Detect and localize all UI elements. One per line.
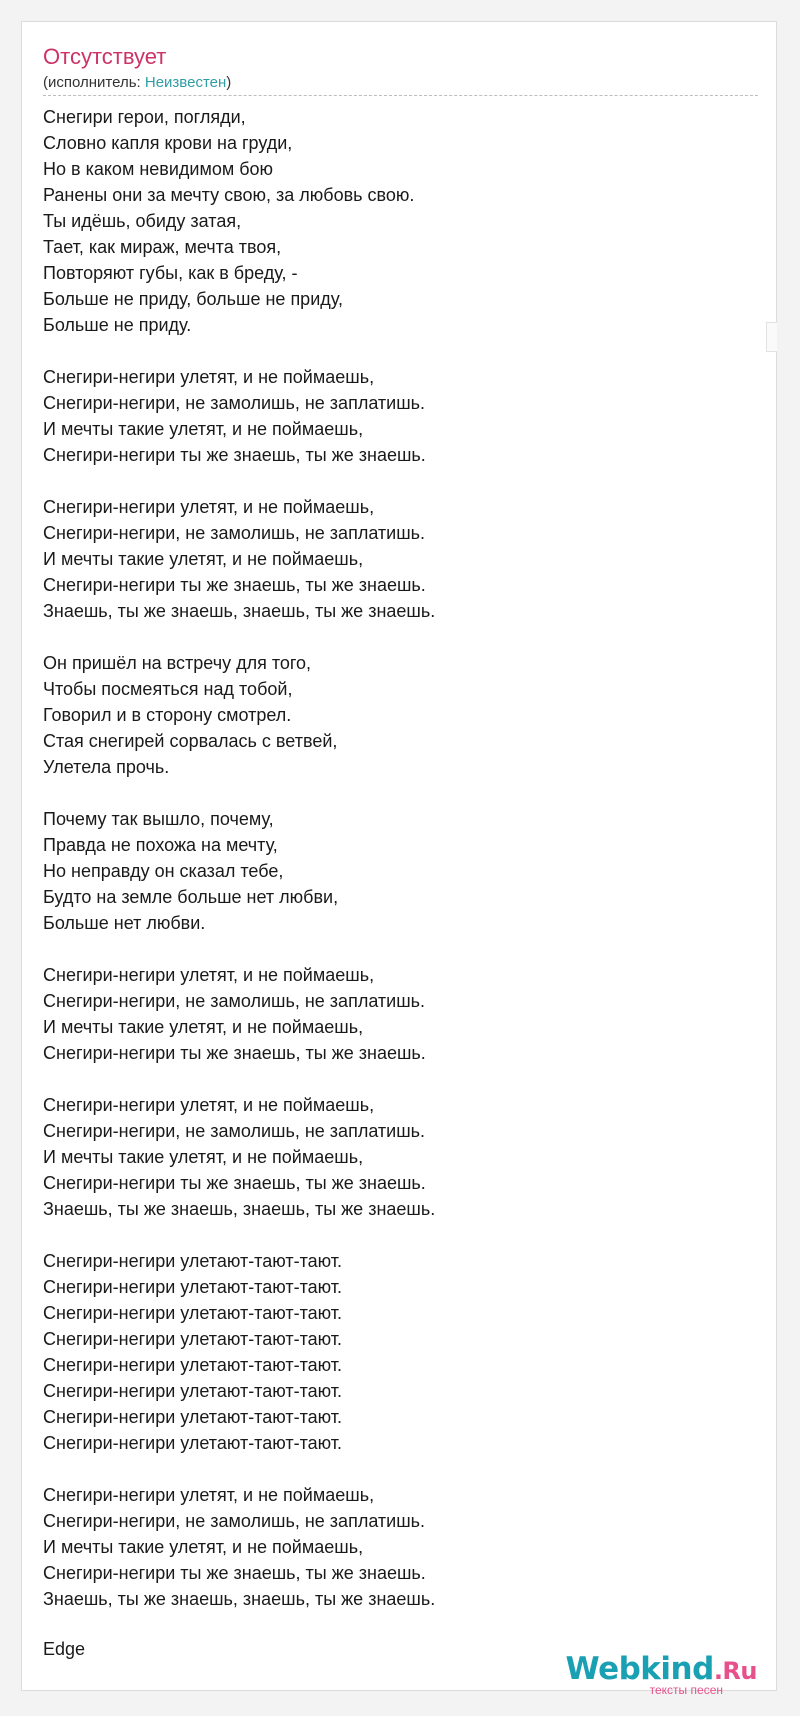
logo-tagline: тексты песен — [649, 1683, 723, 1697]
logo-tld: .Ru — [713, 1657, 757, 1685]
logo-wordmark — [566, 1653, 758, 1687]
site-logo[interactable] — [566, 1653, 758, 1696]
lyrics-text: Снегири герои, погляди, Словно капля крови на груди, Но в каком невидимом бою Ранены они за мечту свою, за любовь свою. Ты идёшь, обиду затая, Тает, как мираж, мечта твоя, Повторяют губы, как в бреду, - Больше не приду, больше не приду, Больше не приду. Снегири-негири улетят, и не поймаешь, Снегири-негири, не замолишь, не заплатишь. И мечты такие улетят, и не поймаешь, Снегири-негири ты же знаешь, ты же знаешь. Снегири-негири улетят, и не поймаешь, Снегири-негири, не замолишь, не заплатишь. И мечты такие улетят, и не поймаешь, Снегири-негири ты же знаешь, ты же знаешь. Знаешь, ты же знаешь, знаешь, ты же знаешь. Он пришёл на встречу для того, Чтобы посмеяться над тобой, Говорил и в сторону смотрел. Стая снегирей сорвалась с ветвей, Улетела прочь. Почему так вышло, почему, Правда не похожа на мечту, Но неправду он сказал тебе, Будто на земле больше нет любви, Больше нет любви. Снегири-негири улетят, и не поймаешь, Снегири-негири, не замолишь, не заплатишь. И мечты такие улетят, и не поймаешь, Снегири-негири ты же знаешь, ты же знаешь. Снегири-негири улетят, и не поймаешь, Снегири-негири, не замолишь, не заплатишь. И мечты такие улетят, и не поймаешь, Снегири-негири ты же знаешь, ты же знаешь. Знаешь, ты же знаешь, знаешь, ты же знаешь. Снегири-негири улетают-тают-тают. Снегири-негири улетают-тают-тают. Снегири-негири улетают-тают-тают. Снегири-негири улетают-тают-тают. Снегири-негири улетают-тают-тают. Снегири-негири улетают-тают-тают. Снегири-негири улетают-тают-тают. Снегири-негири улетают-тают-тают. Снегири-негири улетят, и не поймаешь, Снегири-негири, не замолишь, не заплатишь. И мечты такие улетят, и не поймаешь, Снегири-негири ты же знаешь, ты же знаешь. Знаешь, ты же знаешь, знаешь, ты же знаешь. — [43, 107, 436, 1609]
lyrics-author: Edge — [43, 1639, 86, 1659]
artist-suffix: ) — [226, 74, 232, 91]
artist-link[interactable]: Неизвестен — [144, 74, 227, 91]
artist-line — [43, 74, 231, 92]
side-tab — [766, 322, 777, 352]
song-title: Отсутствует — [43, 44, 167, 69]
lyrics-card — [21, 21, 777, 1697]
artist-prefix: (исполнитель: — [43, 74, 145, 91]
logo-name: Webkind — [565, 1651, 714, 1687]
title-divider — [43, 95, 758, 96]
